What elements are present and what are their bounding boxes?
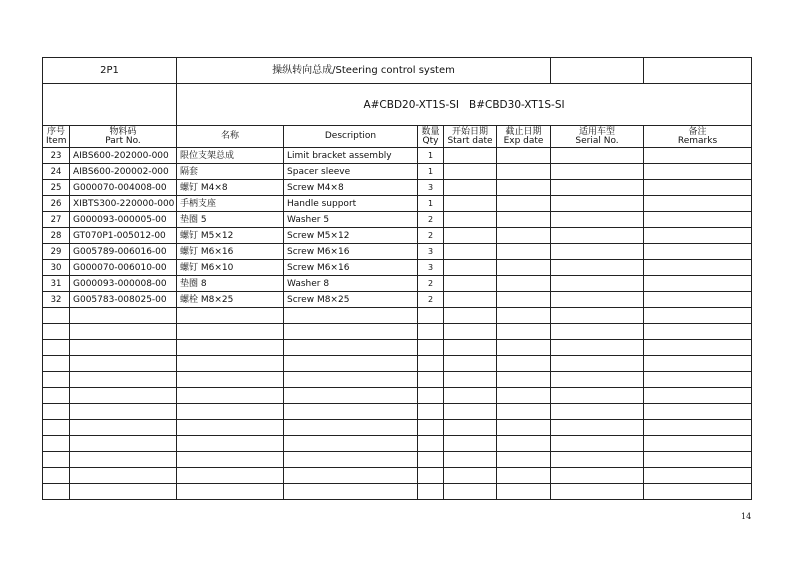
blank-cell xyxy=(284,372,418,388)
blank-cell xyxy=(497,260,551,276)
blank-cell xyxy=(444,148,497,164)
blank-cell xyxy=(644,228,752,244)
blank-cell xyxy=(177,340,284,356)
table-row xyxy=(43,212,752,228)
blank-cell xyxy=(444,484,497,500)
blank-cell xyxy=(43,468,70,484)
blank-cell xyxy=(551,356,644,372)
cell-name: 限位支架总成 xyxy=(177,148,284,164)
page-number: 14 xyxy=(741,512,752,521)
applicable-models: A#CBD20-XT1S-SI B#CBD30-XT1S-SI xyxy=(177,84,752,126)
blank-cell xyxy=(644,148,752,164)
blank-cell xyxy=(177,452,284,468)
blank-cell xyxy=(444,324,497,340)
blank-cell xyxy=(644,484,752,500)
cell-qty: 2 xyxy=(418,212,444,228)
blank-cell xyxy=(497,180,551,196)
table-row xyxy=(43,196,752,212)
table-row xyxy=(43,484,752,500)
column-header-row xyxy=(43,126,752,148)
blank-cell xyxy=(444,468,497,484)
blank-cell xyxy=(497,468,551,484)
blank-cell xyxy=(177,468,284,484)
blank-cell xyxy=(644,164,752,180)
column-header-en: Start date xyxy=(447,135,493,146)
cell-qty: 3 xyxy=(418,180,444,196)
blank-cell xyxy=(551,308,644,324)
blank-cell xyxy=(644,180,752,196)
blank-cell xyxy=(284,420,418,436)
table-row xyxy=(43,388,752,404)
blank-cell xyxy=(497,388,551,404)
column-header-cn: 物料码 xyxy=(109,126,137,137)
blank-cell xyxy=(43,388,70,404)
blank-cell xyxy=(284,452,418,468)
blank-cell xyxy=(70,484,177,500)
blank-cell xyxy=(284,340,418,356)
blank-cell xyxy=(551,148,644,164)
blank-cell xyxy=(444,196,497,212)
column-header-item xyxy=(43,126,70,148)
column-header-cn: 截止日期 xyxy=(505,126,542,137)
column-header-en: Exp date xyxy=(503,135,544,146)
blank-cell xyxy=(497,404,551,420)
blank-cell xyxy=(418,356,444,372)
table-row xyxy=(43,356,752,372)
blank-cell xyxy=(43,340,70,356)
blank-cell xyxy=(70,372,177,388)
blank-cell xyxy=(444,260,497,276)
blank-cell xyxy=(644,388,752,404)
table-row xyxy=(43,244,752,260)
cell-part: AIBS600-200002-000 xyxy=(70,164,177,180)
blank-cell xyxy=(418,340,444,356)
table-row xyxy=(43,404,752,420)
column-header-cn: 开始日期 xyxy=(452,126,489,137)
column-header-en: Item xyxy=(46,135,67,146)
cell-qty: 2 xyxy=(418,276,444,292)
column-header-name xyxy=(177,126,284,148)
blank-cell xyxy=(551,292,644,308)
blank-cell xyxy=(497,372,551,388)
blank-cell xyxy=(644,292,752,308)
blank-cell xyxy=(284,308,418,324)
table-row xyxy=(43,228,752,244)
column-header-cn: 序号 xyxy=(46,126,65,137)
blank-cell xyxy=(497,164,551,180)
blank-cell xyxy=(551,324,644,340)
blank-cell xyxy=(444,180,497,196)
column-header-description xyxy=(284,126,418,148)
blank-cell xyxy=(418,484,444,500)
blank-cell xyxy=(177,372,284,388)
cell-name: 螺钉 M6×16 xyxy=(177,244,284,260)
blank-cell xyxy=(644,324,752,340)
blank-cell xyxy=(444,420,497,436)
cell-part: XIBTS300-220000-000 xyxy=(70,196,177,212)
blank-cell xyxy=(644,420,752,436)
blank-cell xyxy=(497,228,551,244)
table-row xyxy=(43,420,752,436)
blank-cell xyxy=(418,468,444,484)
blank-cell xyxy=(551,420,644,436)
cell-name: 垫圈 5 xyxy=(177,212,284,228)
blank-cell xyxy=(444,436,497,452)
cell-item: 30 xyxy=(43,260,70,276)
cell-name: 螺钉 M5×12 xyxy=(177,228,284,244)
table-row xyxy=(43,308,752,324)
blank-cell xyxy=(497,244,551,260)
cell-qty: 2 xyxy=(418,292,444,308)
blank-cell xyxy=(497,148,551,164)
blank-cell xyxy=(444,164,497,180)
blank-cell xyxy=(70,436,177,452)
blank-cell xyxy=(444,388,497,404)
blank-cell xyxy=(551,468,644,484)
blank-cell xyxy=(551,436,644,452)
blank-cell xyxy=(644,260,752,276)
blank-cell xyxy=(497,484,551,500)
cell-part: GT070P1-005012-00 xyxy=(70,228,177,244)
blank-cell xyxy=(644,356,752,372)
blank-cell xyxy=(70,468,177,484)
table-row xyxy=(43,164,752,180)
blank-cell xyxy=(70,356,177,372)
cell-item: 23 xyxy=(43,148,70,164)
column-header-start-date xyxy=(444,126,497,148)
cell-desc: Screw M8×25 xyxy=(284,292,418,308)
blank-cell xyxy=(177,388,284,404)
column-header-cn: 数量 xyxy=(421,126,440,137)
column-header-cn: 备注 xyxy=(688,126,707,137)
blank-cell xyxy=(644,404,752,420)
cell-name: 手柄支座 xyxy=(177,196,284,212)
blank-cell xyxy=(644,436,752,452)
column-header-cn: 名称 xyxy=(221,131,240,141)
blank-cell xyxy=(497,420,551,436)
column-header-en: Serial No. xyxy=(575,135,619,146)
blank-cell xyxy=(418,388,444,404)
cell-name: 螺钉 M4×8 xyxy=(177,180,284,196)
blank-cell xyxy=(444,356,497,372)
blank-cell xyxy=(644,276,752,292)
cell-part: G005789-006016-00 xyxy=(70,244,177,260)
table-row xyxy=(43,180,752,196)
blank-cell xyxy=(497,292,551,308)
blank-cell xyxy=(418,420,444,436)
blank-cell xyxy=(551,164,644,180)
cell-name: 隔套 xyxy=(177,164,284,180)
blank-cell xyxy=(43,356,70,372)
blank-cell xyxy=(444,308,497,324)
blank-cell xyxy=(284,484,418,500)
blank-cell xyxy=(284,436,418,452)
blank-cell xyxy=(551,244,644,260)
cell-qty: 2 xyxy=(418,228,444,244)
column-header-cn: 适用车型 xyxy=(579,126,616,137)
blank-cell xyxy=(551,58,644,84)
blank-cell xyxy=(497,212,551,228)
table-body xyxy=(43,148,752,500)
blank-cell xyxy=(70,452,177,468)
column-header-en: Remarks xyxy=(677,135,718,146)
table-row xyxy=(43,324,752,340)
blank-cell xyxy=(43,372,70,388)
blank-cell xyxy=(551,372,644,388)
blank-cell xyxy=(644,212,752,228)
blank-cell xyxy=(43,436,70,452)
cell-part: G000070-006010-00 xyxy=(70,260,177,276)
blank-cell xyxy=(177,420,284,436)
blank-cell xyxy=(497,452,551,468)
blank-cell xyxy=(551,196,644,212)
cell-desc: Handle support xyxy=(284,196,418,212)
table-row xyxy=(43,276,752,292)
table-row xyxy=(43,148,752,164)
column-header-serial-no xyxy=(551,126,644,148)
blank-cell xyxy=(644,452,752,468)
cell-name: 垫圈 8 xyxy=(177,276,284,292)
section-code: 2P1 xyxy=(43,58,177,84)
blank-cell xyxy=(43,324,70,340)
blank-cell xyxy=(43,84,177,126)
blank-cell xyxy=(177,404,284,420)
blank-cell xyxy=(177,436,284,452)
blank-cell xyxy=(644,372,752,388)
blank-cell xyxy=(70,420,177,436)
blank-cell xyxy=(70,388,177,404)
blank-cell xyxy=(551,260,644,276)
blank-cell xyxy=(70,340,177,356)
cell-name: 螺钉 M6×10 xyxy=(177,260,284,276)
cell-qty: 1 xyxy=(418,196,444,212)
cell-desc: Screw M6×16 xyxy=(284,260,418,276)
blank-cell xyxy=(70,308,177,324)
table-row xyxy=(43,340,752,356)
cell-part: G000093-000005-00 xyxy=(70,212,177,228)
blank-cell xyxy=(418,436,444,452)
cell-name: 螺栓 M8×25 xyxy=(177,292,284,308)
blank-cell xyxy=(551,180,644,196)
blank-cell xyxy=(177,324,284,340)
blank-cell xyxy=(177,356,284,372)
blank-cell xyxy=(43,420,70,436)
blank-cell xyxy=(444,276,497,292)
cell-item: 32 xyxy=(43,292,70,308)
blank-cell xyxy=(284,356,418,372)
blank-cell xyxy=(177,484,284,500)
blank-cell xyxy=(284,388,418,404)
cell-desc: Washer 5 xyxy=(284,212,418,228)
assembly-title: 操纵转向总成/Steering control system xyxy=(177,58,551,84)
blank-cell xyxy=(644,308,752,324)
blank-cell xyxy=(551,228,644,244)
cell-qty: 3 xyxy=(418,260,444,276)
parts-list-sheet xyxy=(42,57,751,500)
blank-cell xyxy=(43,452,70,468)
blank-cell xyxy=(418,404,444,420)
blank-cell xyxy=(444,340,497,356)
cell-desc: Screw M4×8 xyxy=(284,180,418,196)
blank-cell xyxy=(43,308,70,324)
cell-part: AIBS600-202000-000 xyxy=(70,148,177,164)
column-header-en: Qty xyxy=(422,135,439,146)
cell-item: 26 xyxy=(43,196,70,212)
table-row xyxy=(43,372,752,388)
blank-cell xyxy=(444,228,497,244)
blank-cell xyxy=(444,372,497,388)
blank-cell xyxy=(551,340,644,356)
blank-cell xyxy=(43,484,70,500)
blank-cell xyxy=(644,340,752,356)
column-header-exp-date xyxy=(497,126,551,148)
blank-cell xyxy=(444,244,497,260)
blank-cell xyxy=(644,58,752,84)
column-header-remarks xyxy=(644,126,752,148)
blank-cell xyxy=(284,468,418,484)
blank-cell xyxy=(418,452,444,468)
blank-cell xyxy=(551,452,644,468)
blank-cell xyxy=(70,404,177,420)
blank-cell xyxy=(70,324,177,340)
blank-cell xyxy=(444,292,497,308)
blank-cell xyxy=(43,404,70,420)
blank-cell xyxy=(644,244,752,260)
table-row xyxy=(43,436,752,452)
blank-cell xyxy=(644,468,752,484)
blank-cell xyxy=(497,276,551,292)
blank-cell xyxy=(418,308,444,324)
cell-item: 24 xyxy=(43,164,70,180)
table-row xyxy=(43,292,752,308)
blank-cell xyxy=(284,324,418,340)
column-header-part-no xyxy=(70,126,177,148)
cell-desc: Spacer sleeve xyxy=(284,164,418,180)
header-row-models xyxy=(43,84,752,126)
cell-desc: Screw M6×16 xyxy=(284,244,418,260)
cell-item: 29 xyxy=(43,244,70,260)
blank-cell xyxy=(497,308,551,324)
column-header-qty xyxy=(418,126,444,148)
cell-part: G000093-000008-00 xyxy=(70,276,177,292)
column-header-en: Description xyxy=(324,131,377,141)
table-row xyxy=(43,260,752,276)
column-header-en: Part No. xyxy=(105,135,141,146)
blank-cell xyxy=(497,196,551,212)
blank-cell xyxy=(177,308,284,324)
blank-cell xyxy=(497,436,551,452)
blank-cell xyxy=(551,484,644,500)
cell-desc: Washer 8 xyxy=(284,276,418,292)
blank-cell xyxy=(418,324,444,340)
cell-desc: Limit bracket assembly xyxy=(284,148,418,164)
cell-item: 27 xyxy=(43,212,70,228)
cell-part: G000070-004008-00 xyxy=(70,180,177,196)
blank-cell xyxy=(418,372,444,388)
header-row-title xyxy=(43,58,752,84)
blank-cell xyxy=(551,404,644,420)
blank-cell xyxy=(444,404,497,420)
cell-qty: 1 xyxy=(418,164,444,180)
cell-item: 25 xyxy=(43,180,70,196)
blank-cell xyxy=(497,340,551,356)
cell-part: G005783-008025-00 xyxy=(70,292,177,308)
blank-cell xyxy=(551,388,644,404)
blank-cell xyxy=(444,212,497,228)
blank-cell xyxy=(644,196,752,212)
blank-cell xyxy=(551,276,644,292)
table-row xyxy=(43,452,752,468)
cell-qty: 1 xyxy=(418,148,444,164)
blank-cell xyxy=(497,356,551,372)
parts-table xyxy=(42,57,752,500)
cell-qty: 3 xyxy=(418,244,444,260)
blank-cell xyxy=(497,324,551,340)
blank-cell xyxy=(284,404,418,420)
cell-desc: Screw M5×12 xyxy=(284,228,418,244)
cell-item: 28 xyxy=(43,228,70,244)
blank-cell xyxy=(551,212,644,228)
blank-cell xyxy=(444,452,497,468)
cell-item: 31 xyxy=(43,276,70,292)
table-row xyxy=(43,468,752,484)
